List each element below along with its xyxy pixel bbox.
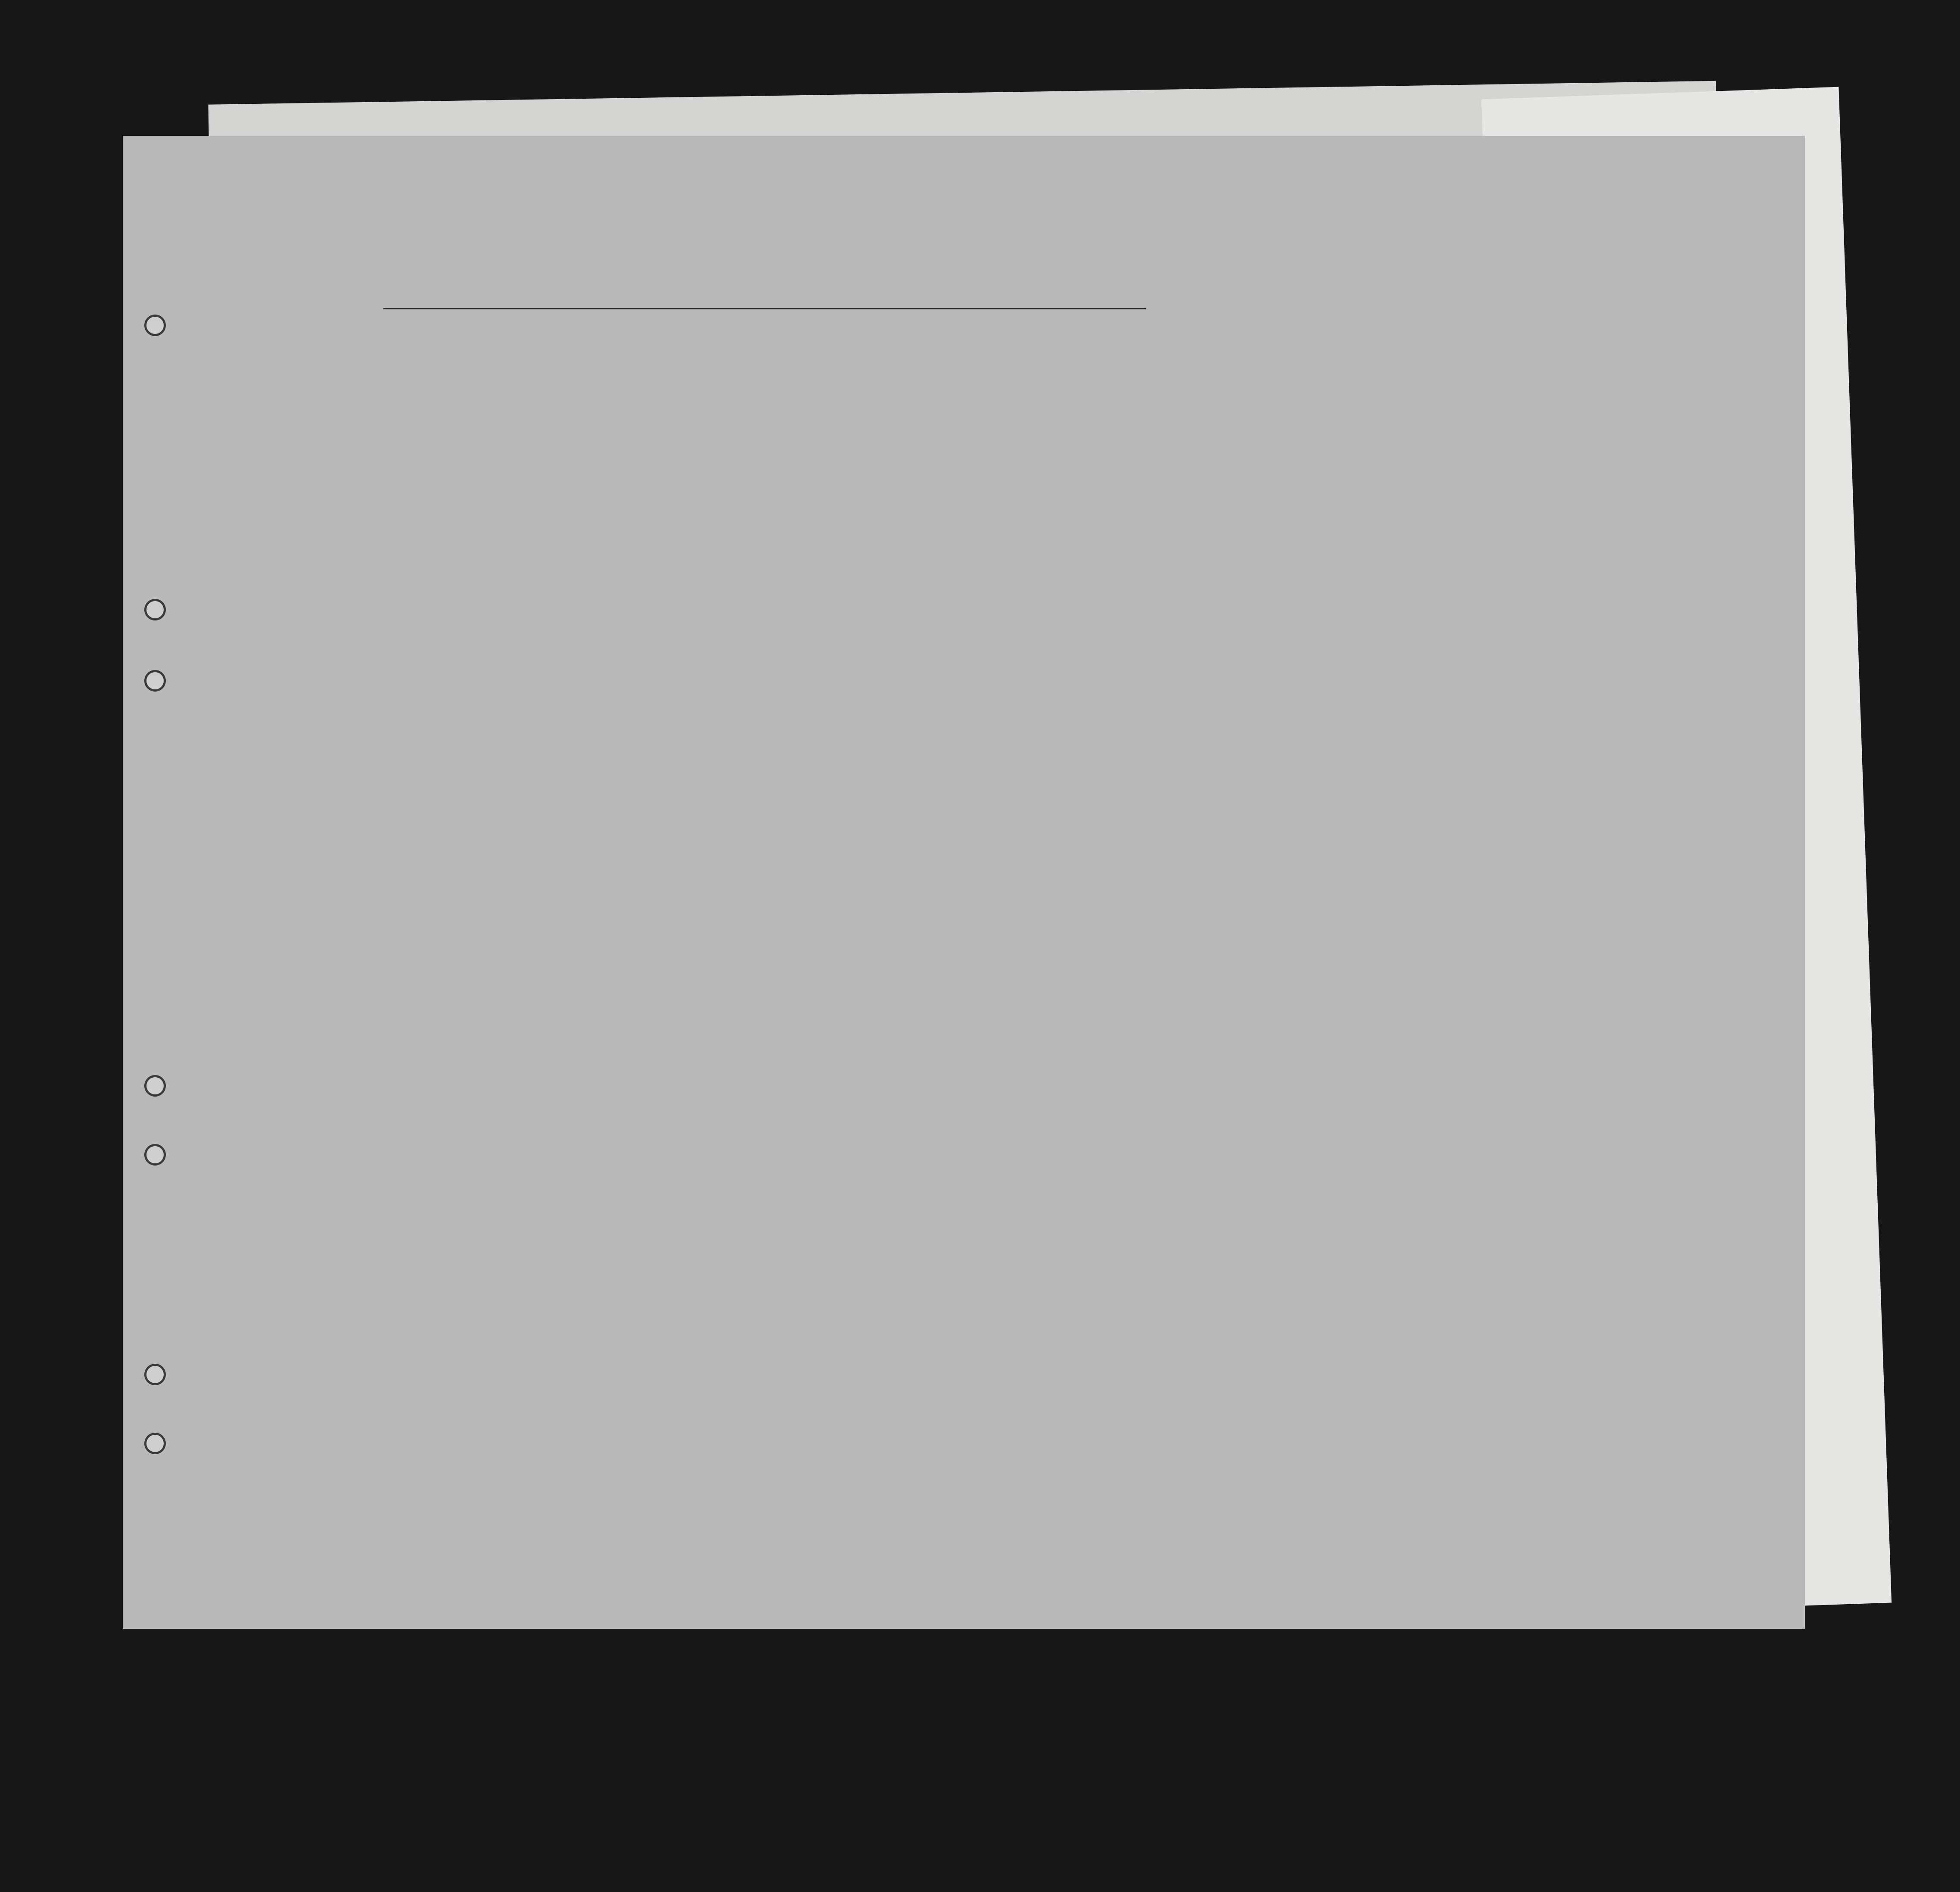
binder-hole xyxy=(144,315,166,336)
binder-hole xyxy=(144,599,166,620)
binder-hole xyxy=(144,1433,166,1454)
date-underline xyxy=(844,308,1146,309)
binder-hole xyxy=(144,1075,166,1097)
manifest-sheet xyxy=(123,136,1805,1629)
binder-hole xyxy=(144,1364,166,1385)
binder-hole xyxy=(144,1144,166,1166)
binder-hole xyxy=(144,670,166,692)
